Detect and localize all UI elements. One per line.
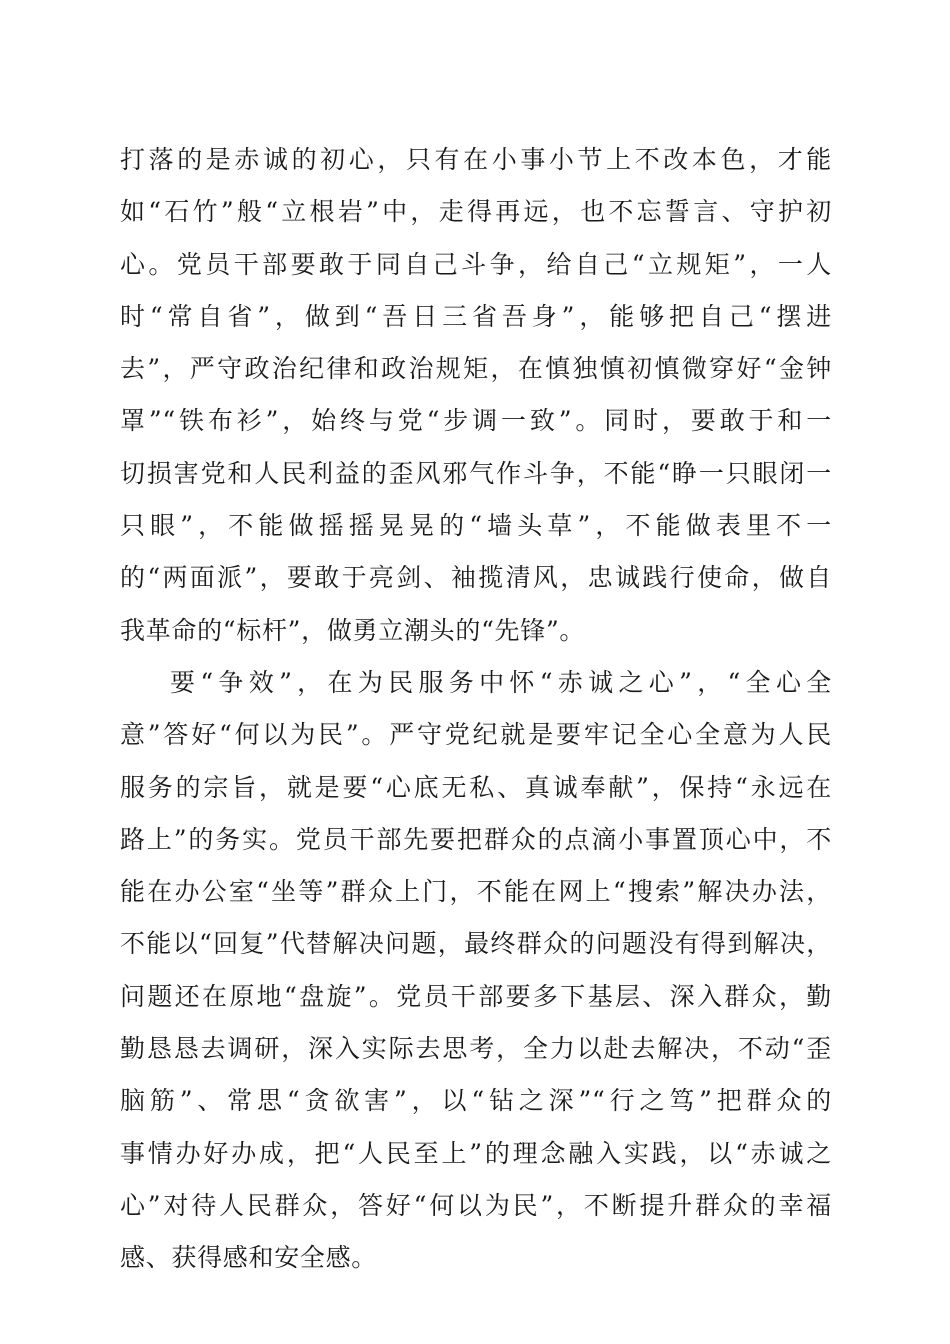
text-line: 只眼”，不能做摇摇晃晃的“墙头草”，不能做表里不一 (120, 511, 832, 541)
text-line: 要“争效”，在为民服务中怀“赤诚之心”，“全心全 (170, 667, 832, 697)
text-line: 能在办公室“坐等”群众上门，不能在网上“搜索”解决办法， (120, 877, 832, 907)
text-line: 心。党员干部要敢于同自己斗争，给自己“立规矩”，一人 (120, 249, 832, 279)
text-line: 时“常自省”，做到“吾日三省吾身”，能够把自己“摆进 (120, 301, 832, 331)
paragraph-1 (120, 134, 832, 657)
text-line: 切损害党和人民利益的歪风邪气作斗争，不能“睁一只眼闭一 (120, 458, 832, 488)
text-line: 罩”“铁布衫”，始终与党“步调一致”。同时，要敢于和一 (120, 406, 832, 436)
text-line: 心”对待人民群众，答好“何以为民”，不断提升群众的幸福 (120, 1190, 832, 1220)
text-line: 问题还在原地“盘旋”。党员干部要多下基层、深入群众，勤 (120, 981, 832, 1011)
text-line: 的“两面派”，要敢于亮剑、袖揽清风，忠诚践行使命，做自 (120, 563, 832, 593)
text-line: 不能以“回复”代替解决问题，最终群众的问题没有得到解决， (120, 929, 832, 959)
text-line: 脑筋”、常思“贪欲害”，以“钻之深”“行之笃”把群众的 (120, 1086, 832, 1116)
text-line: 路上”的务实。党员干部先要把群众的点滴小事置顶心中，不 (120, 824, 832, 854)
text-line: 事情办好办成，把“人民至上”的理念融入实践，以“赤诚之 (120, 1138, 832, 1168)
document-body (120, 134, 832, 1285)
paragraph-2 (120, 657, 832, 1285)
text-line: 打落的是赤诚的初心，只有在小事小节上不改本色，才能 (120, 145, 832, 174)
text-line: 感、获得感和安全感。 (120, 1243, 378, 1273)
text-line: 如“石竹”般“立根岩”中，走得再远，也不忘誓言、守护初 (120, 197, 832, 227)
text-line: 我革命的“标杆”，做勇立潮头的“先锋”。 (120, 615, 586, 645)
text-line: 勤恳恳去调研，深入实际去思考，全力以赴去解决，不动“歪 (120, 1034, 832, 1064)
text-line: 去”，严守政治纪律和政治规矩，在慎独慎初慎微穿好“金钟 (120, 354, 832, 384)
text-line: 服务的宗旨，就是要“心底无私、真诚奉献”，保持“永远在 (120, 772, 832, 802)
text-line: 意”答好“何以为民”。严守党纪就是要牢记全心全意为人民 (120, 720, 832, 750)
